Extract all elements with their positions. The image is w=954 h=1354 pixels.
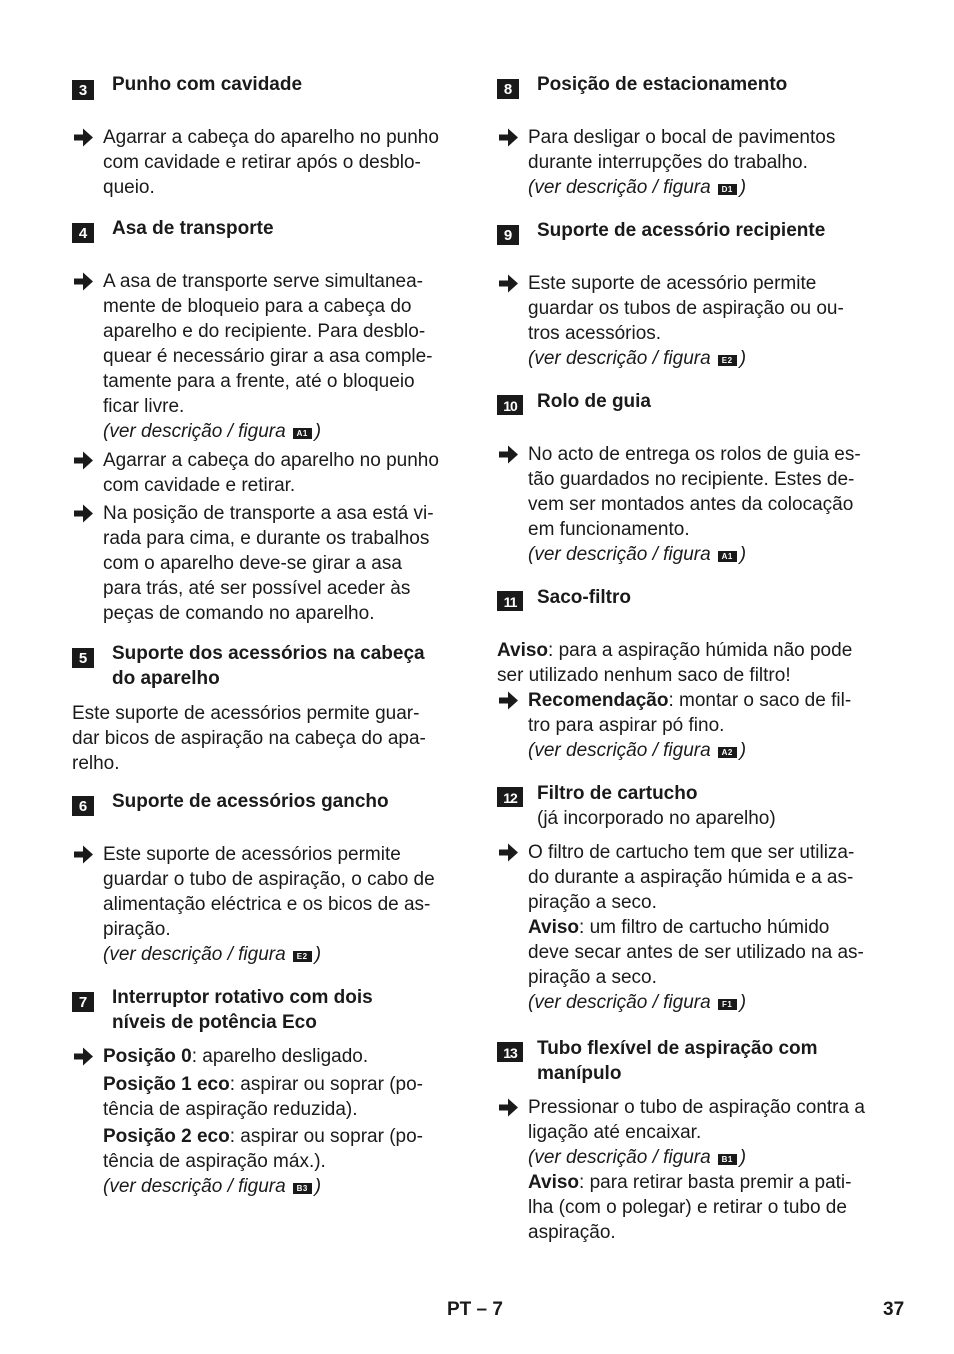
text-line: Este suporte de acessórios permite guar- <box>72 703 420 724</box>
text-line: ser utilizado nenhum saco de filtro! <box>497 665 791 686</box>
text-line: Este suporte de acessório permite <box>528 273 817 294</box>
arrow-bullet-icon <box>74 1046 94 1067</box>
section-title: Filtro de cartucho <box>537 783 698 804</box>
figure-reference: (ver descrição / figura B1 ) <box>528 1147 747 1168</box>
figure-tag-icon: B3 <box>293 1183 312 1194</box>
text-line: Posição 2 eco: aspirar ou soprar (po- <box>103 1126 423 1147</box>
arrow-bullet-icon <box>499 1097 519 1118</box>
figure-tag-icon: F1 <box>718 999 737 1010</box>
section-number-6: 6 <box>72 796 94 816</box>
text-line: tão guardados no recipiente. Estes de- <box>528 469 855 490</box>
section-title: Posição de estacionamento <box>537 74 788 95</box>
text-line: vem ser montados antes da colocação <box>528 494 854 515</box>
indented-paragraph <box>103 1072 464 1122</box>
text-line: com cavidade e retirar após o desblo- <box>103 152 421 173</box>
section-number-7: 7 <box>72 992 94 1012</box>
text-line: com cavidade e retirar. <box>103 475 296 496</box>
section-number-12: 12 <box>497 787 523 807</box>
arrow-bullet-icon <box>499 273 519 294</box>
text-line: rada para cima, e durante os trabalhos <box>103 528 430 549</box>
arrow-bullet-icon <box>499 127 519 148</box>
arrow-bullet-icon <box>499 690 519 711</box>
figure-reference: (ver descrição / figura B3 ) <box>103 1176 322 1197</box>
text-line: A asa de transporte serve simultanea- <box>103 271 424 292</box>
figure-reference: (ver descrição / figura E2 ) <box>528 348 747 369</box>
text-line: aparelho e do recipiente. Para desblo- <box>103 321 426 342</box>
text-line: do durante a aspiração húmida e a as- <box>528 867 854 888</box>
text-line: Este suporte de acessórios permite <box>103 844 401 865</box>
text-line: piração a seco. <box>528 892 657 913</box>
section-title: Suporte de acessórios gancho <box>112 791 389 812</box>
text-line: Posição 0: aparelho desligado. <box>103 1046 369 1067</box>
text-line: Para desligar o bocal de pavimentos <box>528 127 836 148</box>
text-line: dar bicos de aspiração na cabeça do apa- <box>72 728 426 749</box>
warning-paragraph <box>497 638 889 688</box>
text-line: No acto de entrega os rolos de guia es- <box>528 444 861 465</box>
arrow-bullet-icon <box>74 844 94 865</box>
figure-tag-icon: D1 <box>718 184 737 195</box>
figure-reference: (ver descrição / figura D1 ) <box>528 177 747 198</box>
text-line: Posição 1 eco: aspirar ou soprar (po- <box>103 1074 423 1095</box>
section-title: Saco-filtro <box>537 587 631 608</box>
figure-reference: (ver descrição / figura A1 ) <box>103 421 322 442</box>
figure-tag-icon: E2 <box>293 951 312 962</box>
section-subtitle: (já incorporado no aparelho) <box>537 808 776 829</box>
section-title: Suporte de acessório recipiente <box>537 220 826 241</box>
text-line: guardar o tubo de aspiração, o cabo de <box>103 869 435 890</box>
text-line: Aviso: para a aspiração húmida não pode <box>497 640 853 661</box>
paragraph <box>72 701 464 776</box>
section-title: Suporte dos acessórios na cabeça do aparelho <box>112 643 425 689</box>
text-line: aspiração. <box>528 1222 616 1243</box>
indented-paragraph <box>103 1124 464 1199</box>
figure-reference: (ver descrição / figura F1 ) <box>528 992 747 1013</box>
figure-tag-icon: A1 <box>293 428 312 439</box>
section-number-4: 4 <box>72 223 94 243</box>
text-line: tamente para a frente, até o bloqueio <box>103 371 415 392</box>
arrow-bullet-icon <box>74 127 94 148</box>
section-number-10: 10 <box>497 395 523 415</box>
text-line: durante interrupções do trabalho. <box>528 152 808 173</box>
text-line: Aviso: um filtro de cartucho húmido <box>528 917 830 938</box>
section-title: Interruptor rotativo com dois níveis de potência Eco <box>112 987 373 1033</box>
text-line: guardar os tubos de aspiração ou ou- <box>528 298 844 319</box>
section-number-8: 8 <box>497 79 519 99</box>
text-line: tros acessórios. <box>528 323 662 344</box>
text-line: O filtro de cartucho tem que ser utiliza- <box>528 842 855 863</box>
text-line: mente de bloqueio para a cabeça do <box>103 296 412 317</box>
section-title: Tubo flexível de aspiração com manípulo <box>537 1038 818 1084</box>
text-line: Agarrar a cabeça do aparelho no punho <box>103 127 439 148</box>
text-line: queio. <box>103 177 155 198</box>
text-line: Aviso: para retirar basta premir a pati- <box>528 1172 852 1193</box>
section-title: Asa de transporte <box>112 218 274 239</box>
figure-tag-icon: B1 <box>718 1154 737 1165</box>
text-line: tência de aspiração reduzida). <box>103 1099 358 1120</box>
figure-tag-icon: A2 <box>718 747 737 758</box>
text-line: com o aparelho deve-se girar a asa <box>103 553 402 574</box>
section-number-11: 11 <box>497 591 523 611</box>
figure-tag-icon: A1 <box>718 551 737 562</box>
arrow-bullet-icon <box>74 450 94 471</box>
figure-tag-icon: E2 <box>718 355 737 366</box>
text-line: ficar livre. <box>103 396 185 417</box>
text-line: peças de comando no aparelho. <box>103 603 375 624</box>
text-line: quear é necessário girar a asa comple- <box>103 346 433 367</box>
text-line: Na posição de transporte a asa está vi- <box>103 503 434 524</box>
text-line: lha (com o polegar) e retirar o tubo de <box>528 1197 847 1218</box>
text-line: tência de aspiração máx.). <box>103 1151 326 1172</box>
section-number-13: 13 <box>497 1042 523 1062</box>
text-line: piração. <box>103 919 171 940</box>
text-line: para trás, até ser possível aceder às <box>103 578 411 599</box>
text-line: ligação até encaixar. <box>528 1122 702 1143</box>
section-number-5: 5 <box>72 648 94 668</box>
text-line: Agarrar a cabeça do aparelho no punho <box>103 450 439 471</box>
text-line: piração a seco. <box>528 967 657 988</box>
figure-reference: (ver descrição / figura E2 ) <box>103 944 322 965</box>
section-title: Rolo de guia <box>537 391 651 412</box>
arrow-bullet-icon <box>74 503 94 524</box>
text-line: Pressionar o tubo de aspiração contra a <box>528 1097 865 1118</box>
text-line: relho. <box>72 753 120 774</box>
text-line: Recomendação: montar o saco de fil- <box>528 690 852 711</box>
footer-section-label: PT – 7 <box>447 1299 503 1320</box>
arrow-bullet-icon <box>499 444 519 465</box>
arrow-bullet-icon <box>499 842 519 863</box>
arrow-bullet-icon <box>74 271 94 292</box>
figure-reference: (ver descrição / figura A2 ) <box>528 740 747 761</box>
text-line: em funcionamento. <box>528 519 690 540</box>
text-line: deve secar antes de ser utilizado na as- <box>528 942 864 963</box>
section-number-3: 3 <box>72 80 94 100</box>
page-number: 37 <box>883 1299 905 1320</box>
text-line: tro para aspirar pó fino. <box>528 715 725 736</box>
figure-reference: (ver descrição / figura A1 ) <box>528 544 747 565</box>
text-line: alimentação eléctrica e os bicos de as- <box>103 894 431 915</box>
section-title: Punho com cavidade <box>112 74 303 95</box>
section-number-9: 9 <box>497 225 519 245</box>
